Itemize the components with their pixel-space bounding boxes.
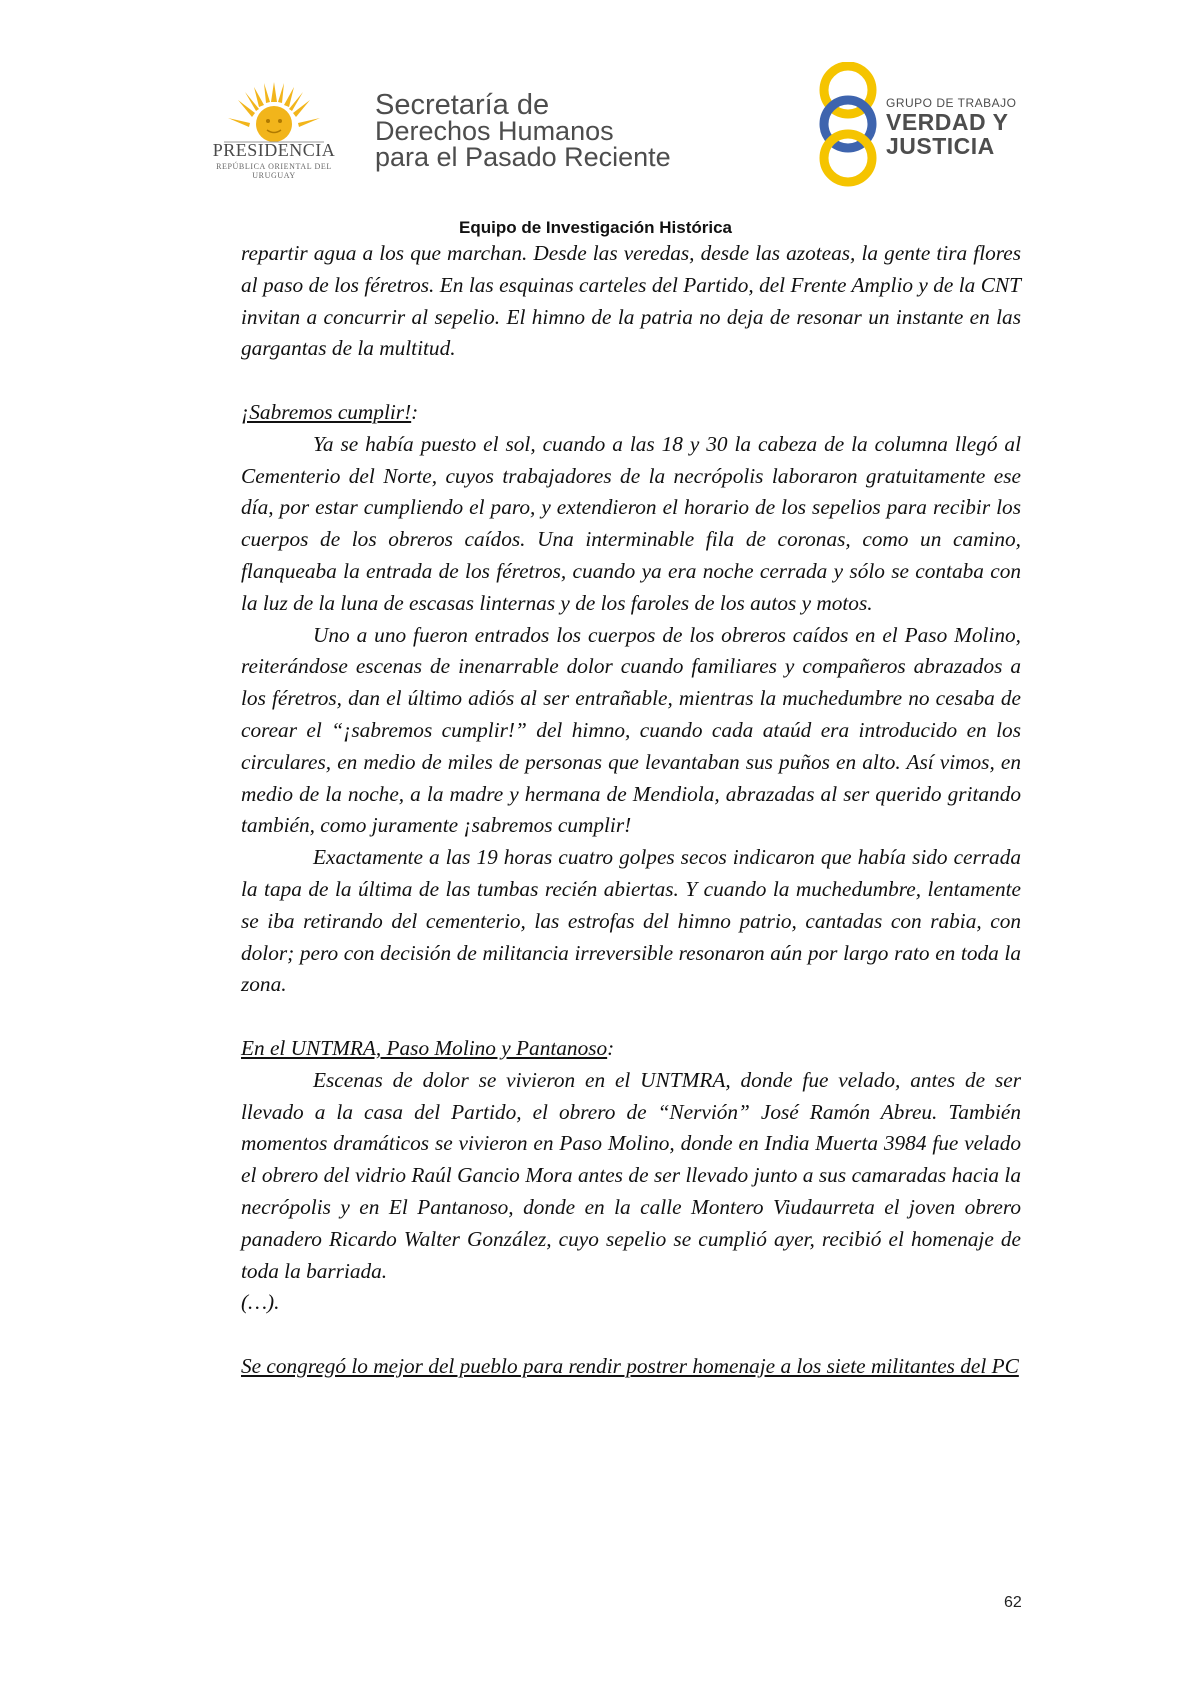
paragraph: repartir agua a los que marchan. Desde las veredas, desde las azoteas, la gente tira flores al paso de los féretros. En las esquinas carteles del Partido, del Frente Amplio y de la CNT invitan a concurrir al sepelio. El himno de la patria no deja de resonar un instante en las gargantas de la multitud. xyxy=(241,241,1021,361)
grupo-trabajo-logo xyxy=(812,62,1052,192)
grupo-trabajo-text xyxy=(886,96,1016,158)
section-heading xyxy=(241,1033,1021,1065)
paragraph: Escenas de dolor se vivieron en el UNTMRA, donde fue velado, antes de ser llevado a la casa del Partido, el obrero de “Nervión” José Ramón Abreu. También momentos dramáticos se vivieron en Paso Molino, donde en India Muerta 3984 fue velado el obrero del vidrio Raúl Gancio Mora antes de ser llevado junto a sus camaradas hacia la necrópolis y en El Pantanoso, donde en la calle Montero Viudaurreta el joven obrero panadero Ricardo Walter González, cuyo sepelio se cumplió ayer, recibió el homenaje de toda la barriada. xyxy=(241,1067,1021,1283)
page-header xyxy=(0,0,1191,210)
page-number: 62 xyxy=(1004,1594,1022,1611)
interlocking-rings-icon xyxy=(812,62,884,188)
grupo-line3: JUSTICIA xyxy=(886,133,995,159)
heading-colon: : xyxy=(607,1035,615,1060)
sun-emblem-icon xyxy=(224,80,324,144)
section-heading-text: ¡Sabremos cumplir! xyxy=(241,399,412,424)
paragraph: Uno a uno fueron entrados los cuerpos de los obreros caídos en el Paso Molino, reiterándose escenas de inenarrable dolor cuando familiares y compañeros abrazados a los féretros, dan el último adiós al ser entrañable, mientras la muchedumbre no cesaba de corear el “¡sabremos cumplir!” del himno, cuando cada ataúd era introducido en los circulares, en medio de miles de personas que levantaban sus puños en alto. Así vimos, en medio de la noche, a la madre y hermana de Mendiola, abrazadas al ser querido gritando también, como juramente ¡sabremos cumplir! xyxy=(241,622,1021,838)
team-title: Equipo de Investigación Histórica xyxy=(459,218,732,237)
section-heading xyxy=(241,397,1021,429)
grupo-line2: VERDAD Y xyxy=(886,109,1009,135)
ellipsis: (…). xyxy=(241,1290,280,1315)
presidencia-subtitle: REPÚBLICA ORIENTAL DEL URUGUAY xyxy=(216,162,332,180)
section-heading-text: En el UNTMRA, Paso Molino y Pantanoso xyxy=(241,1035,608,1060)
presidencia-logo xyxy=(196,80,352,180)
paragraph: Exactamente a las 19 horas cuatro golpes secos indicaron que había sido cerrada la tapa de la última de las tumbas recién abiertas. Y cuando la muchedumbre, lentamente se iba retirando del cementerio, las estrofas del himno patrio, cantadas con rabia, con dolor; pero con decisión de militancia irreversible resonaron aún por largo rato en toda la zona. xyxy=(241,845,1021,997)
presidencia-name: PRESIDENCIA xyxy=(212,140,336,160)
paragraph: Ya se había puesto el sol, cuando a las 18 y 30 la cabeza de la columna llegó al Cementerio del Norte, cuyos trabajadores de la necrópolis laboraron gratuitamente ese día, por estar cumpliendo el paro, y extendieron el horario de los sepelios para recibir los cuerpos de los obreros caídos. Una interminable fila de coronas, como un camino, flanqueaba la entrada de los féretros, cuando ya era noche cerrada y sólo se contaba con la luz de la luna de escasas linternas y de los faroles de los autos y motos. xyxy=(241,431,1021,615)
secretaria-title xyxy=(375,89,671,172)
secretaria-line3: para el Pasado Reciente xyxy=(375,142,671,172)
document-body xyxy=(241,238,1021,1383)
secretaria-line2: Derechos Humanos xyxy=(375,116,614,146)
section-heading xyxy=(241,1351,1021,1383)
grupo-line1: GRUPO DE TRABAJO xyxy=(886,96,1017,110)
section-heading-text: Se congregó lo mejor del pueblo para rendir postrer homenaje a los siete militantes del PC xyxy=(241,1353,1019,1378)
secretaria-line1: Secretaría de xyxy=(375,89,550,121)
heading-colon: : xyxy=(411,399,419,424)
